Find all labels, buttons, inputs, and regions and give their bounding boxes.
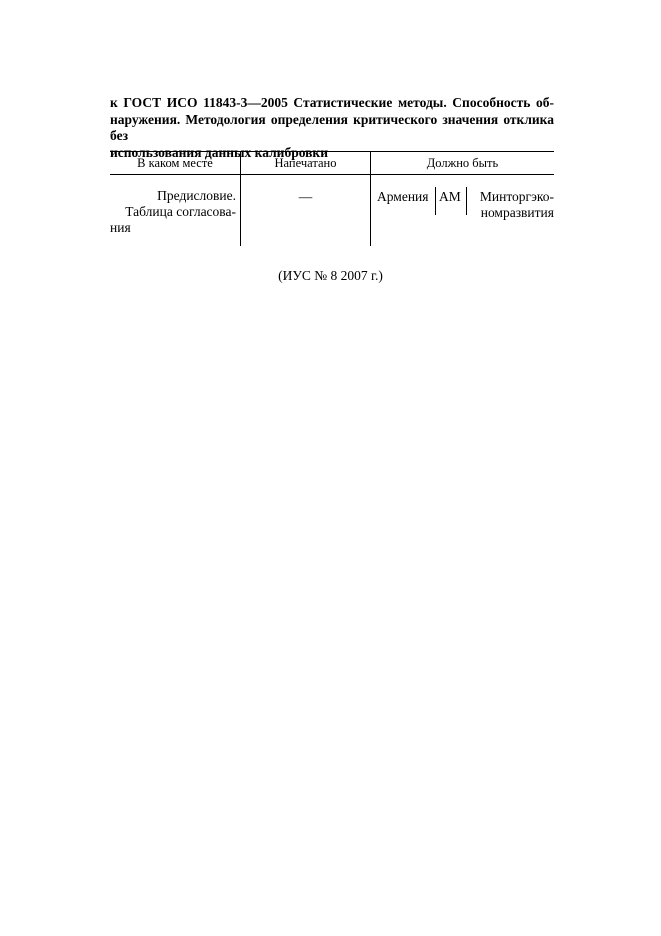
inner-divider: [435, 187, 436, 215]
inner-divider: [466, 187, 467, 215]
title-line-1: к ГОСТ ИСО 11843-3—2005 Статистические методы. Способность об-: [110, 95, 554, 110]
header-place: В каком месте: [137, 156, 213, 170]
place-line-1: Предисловие.: [157, 188, 236, 203]
title-line-2: наружения. Методология определения критического значения отклика без: [110, 111, 554, 143]
country-code: AM: [439, 189, 461, 204]
place-cell: [110, 188, 236, 236]
organization-cell: [470, 189, 554, 221]
organization-line-2: номразвития: [480, 205, 554, 220]
table-top-rule: [110, 151, 554, 152]
place-line-2: Таблица согласова-: [125, 204, 236, 219]
header-printed: Напечатано: [274, 156, 337, 170]
source-reference: (ИУС № 8 2007 г.): [278, 268, 383, 283]
place-line-3: ния: [110, 220, 131, 235]
title-line-3: использования данных калибровки: [110, 144, 328, 160]
correction-table: [110, 151, 554, 246]
header-should-be: Должно быть: [426, 156, 499, 170]
printed-cell: —: [298, 189, 313, 204]
table-header-rule: [110, 174, 554, 175]
country-name: Армения: [377, 189, 429, 204]
organization-line-1: Минторгэко-: [479, 189, 554, 204]
